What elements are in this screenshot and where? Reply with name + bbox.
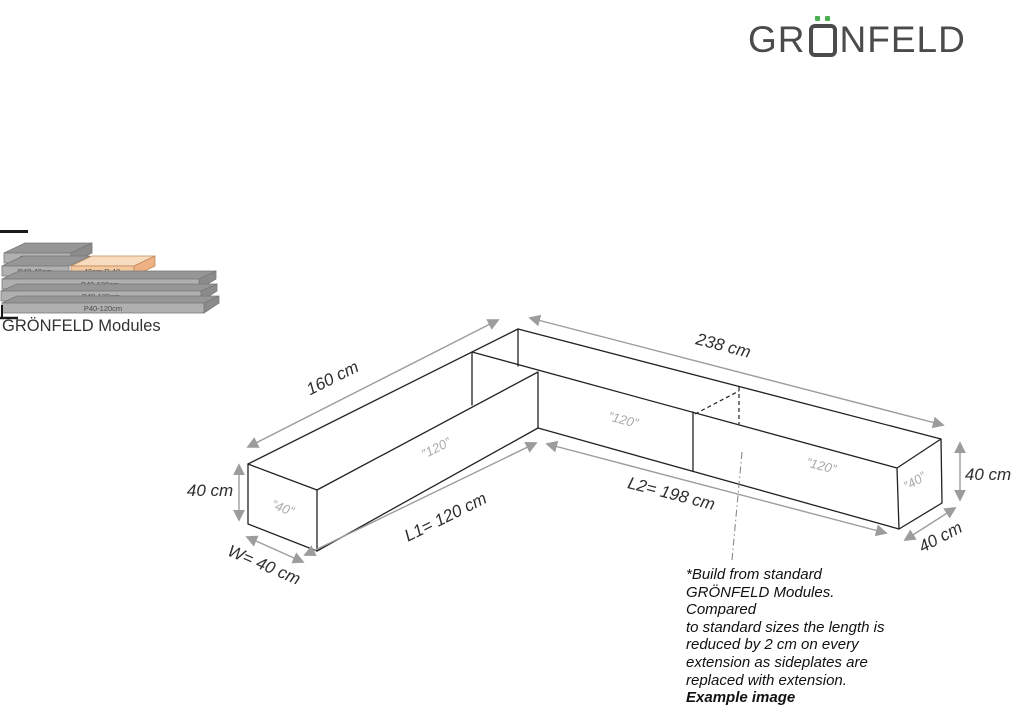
dimension-label-width-left: W= 40 cm: [224, 541, 304, 589]
logo-text-gr: GR: [748, 19, 806, 60]
dimension-label-height-right: 40 cm: [964, 465, 1012, 484]
note-leader-line: [732, 452, 742, 560]
note-line: extension as sideplates are: [686, 653, 868, 671]
note-line: *Build from standard: [686, 566, 822, 583]
modules-caption: GRÖNFELD Modules: [2, 317, 161, 335]
planter-left-arm-outline: [248, 329, 538, 551]
face-label-right-end: ”40”: [900, 468, 929, 494]
arrow-l2: [547, 444, 886, 533]
module-slab-label: P40-120cm: [83, 304, 123, 313]
dimension-label-l1: L1= 120 cm: [401, 488, 490, 546]
note-line: reduced by 2 cm on every: [686, 636, 859, 654]
face-label-left-end: ”40”: [269, 496, 297, 519]
dimension-arrows: [239, 318, 960, 562]
logo-text-nfeld: NFELD: [839, 19, 966, 60]
dimension-label-l2: L2= 198 cm: [625, 473, 717, 515]
face-label-left-front: ”120”: [419, 434, 453, 462]
note-caption: Example image: [686, 689, 796, 707]
arrow-160cm: [248, 320, 498, 447]
face-label-right-front-a: ”120”: [606, 408, 640, 431]
arrow-238cm: [530, 318, 943, 425]
face-label-right-front-b: ”120”: [804, 454, 838, 477]
dimension-label-238cm: 238 cm: [694, 329, 753, 362]
note-block: [686, 566, 901, 707]
dimension-label-width-right: 40 cm: [915, 517, 966, 557]
note-line: GRÖNFELD Modules. Compared: [686, 583, 835, 619]
note-line: replaced with extension.: [686, 671, 847, 689]
dimension-label-height-left: 40 cm: [186, 481, 234, 500]
note-line: to standard sizes the length is: [686, 618, 885, 636]
dimension-label-160cm: 160 cm: [303, 357, 362, 400]
